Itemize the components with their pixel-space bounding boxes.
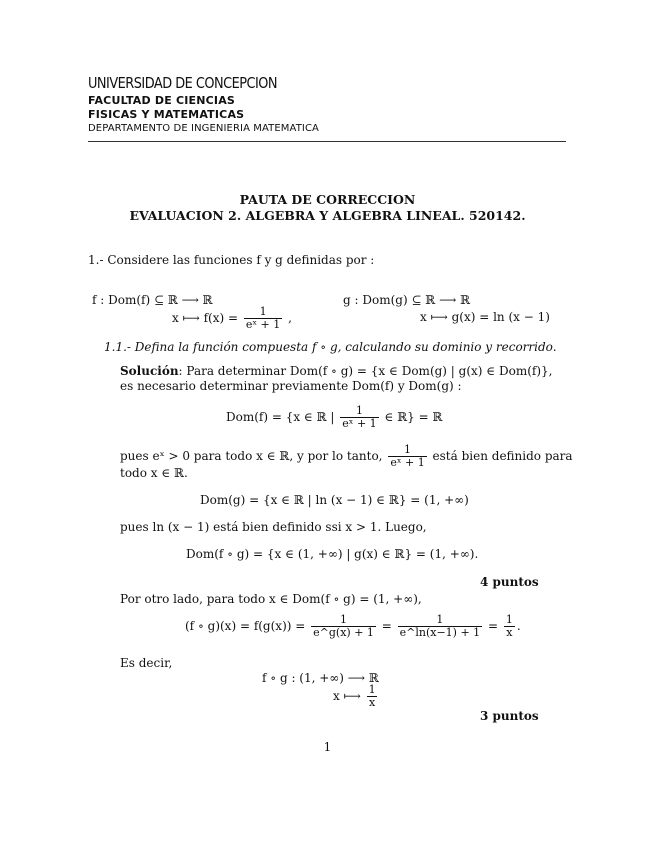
dom-fg-equation: Dom(f ∘ g) = {x ∈ (1, +∞) | g(x) ∈ ℝ} = (1, +∞). bbox=[186, 547, 479, 561]
points-badge-2: 3 puntos bbox=[480, 709, 539, 723]
question-1-1-statement: 1.1.- Defina la función compuesta f ∘ g, calculando su dominio y recorrido. bbox=[104, 340, 557, 354]
dom-g-equation: Dom(g) = {x ∈ ℝ | ln (x − 1) ∈ ℝ} = (1, +∞) bbox=[200, 493, 469, 507]
pues-line-1: pues eˣ > 0 para todo x ∈ ℝ, y por lo tanto, $\frac{1}{\text{eˣ + 1}}$ está bien definido para bbox=[120, 443, 573, 469]
g-map-top: g : Dom(g) ⊆ ℝ ⟶ ℝ bbox=[343, 293, 471, 307]
doc-title-line1: PAUTA DE CORRECCION bbox=[239, 192, 416, 207]
doc-title-line2: EVALUACION 2. ALGEBRA Y ALGEBRA LINEAL. 520142. bbox=[129, 208, 526, 223]
pues-line-1b: todo x ∈ ℝ. bbox=[120, 466, 188, 480]
university-name: UNIVERSIDAD DE CONCEPCION bbox=[88, 74, 278, 92]
faculty-name: FACULTAD DE CIENCIAS bbox=[88, 94, 236, 107]
solution-line-1: Solución: Para determinar Dom(f ∘ g) = {x ∈ Dom(g) | g(x) ∈ Dom(f)}, bbox=[120, 364, 553, 378]
f-map-top: f : Dom(f) ⊆ ℝ ⟶ ℝ bbox=[92, 293, 213, 307]
f-map-bottom: x ⟼ f(x) = $\frac{1}{\text{eˣ + 1}}$ , bbox=[172, 305, 292, 331]
es-decir-line: Es decir, bbox=[120, 656, 173, 670]
pues-line-2: pues ln (x − 1) está bien definido ssi x > 1. Luego, bbox=[120, 520, 427, 534]
dom-f-equation: Dom(f) = {x ∈ ℝ | $\frac{1}{\text{eˣ + 1}}$ ∈ ℝ} = ℝ bbox=[226, 404, 443, 430]
faculty-name-2: FISICAS Y MATEMATICAS bbox=[88, 108, 245, 121]
question-1-intro: 1.- Considere las funciones f y g definidas por : bbox=[88, 253, 375, 267]
solution-label: Solución bbox=[120, 364, 179, 378]
points-badge-1: 4 puntos bbox=[480, 575, 539, 589]
header-rule bbox=[88, 141, 566, 142]
fg-map-top: f ∘ g : (1, +∞) ⟶ ℝ bbox=[262, 671, 379, 685]
solution-line-2: es necesario determinar previamente Dom(f) y Dom(g) : bbox=[120, 379, 462, 393]
otro-lado-line: Por otro lado, para todo x ∈ Dom(f ∘ g) = (1, +∞), bbox=[120, 592, 422, 606]
g-map-bottom: x ⟼ g(x) = ln (x − 1) bbox=[420, 310, 550, 324]
fg-map-bottom: x ⟼ $\frac{1}{x}$ bbox=[333, 683, 376, 709]
page-number: 1 bbox=[323, 740, 332, 754]
f-fraction: $\frac{1}{\text{eˣ + 1}}$ bbox=[245, 305, 281, 331]
department-name: DEPARTAMENTO DE INGENIERIA MATEMATICA bbox=[88, 123, 319, 134]
composition-equation: (f ∘ g)(x) = f(g(x)) = $\frac{1}{e\^{}g(x) + 1}$ = $\frac{1}{e\^{}\ln(x-1) + 1}$ = $\frac{1}{x}$ . bbox=[185, 613, 521, 639]
